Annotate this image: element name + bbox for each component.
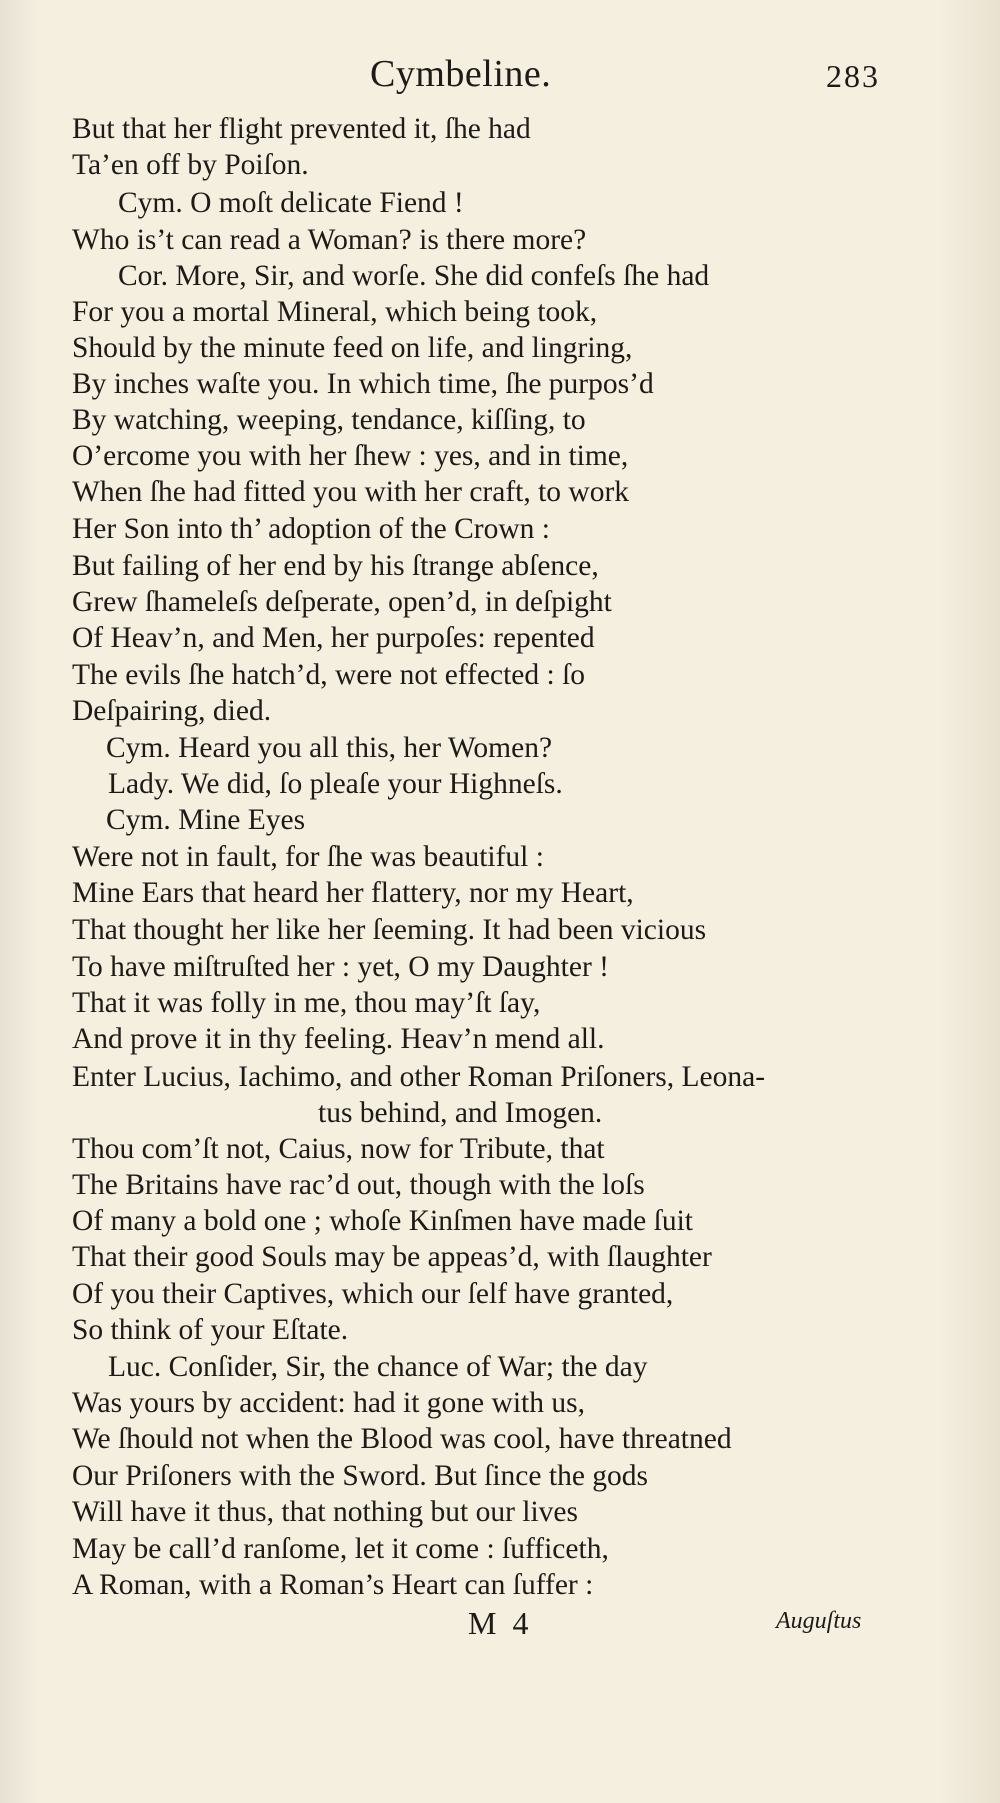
text-line: Who is’t can read a Woman? is there more?	[72, 224, 587, 256]
text-line: Cor. More, Sir, and worſe. She did confeſs ſhe had	[118, 260, 710, 292]
text-line: We ſhould not when the Blood was cool, have threatned	[72, 1423, 732, 1455]
text-line: May be call’d ranſome, let it come : ſufficeth,	[72, 1533, 609, 1565]
text-line: Lady. We did, ſo pleaſe your Highneſs.	[108, 768, 563, 800]
text-line: That thought her like her ſeeming. It had been vicious	[72, 914, 707, 946]
stage-direction: Enter Lucius, Iachimo, and other Roman Priſoners, Leona-	[72, 1061, 766, 1093]
text-line: When ſhe had fitted you with her craft, to work	[72, 476, 630, 508]
stage-direction: tus behind, and Imogen.	[318, 1097, 603, 1129]
text-line: Of many a bold one ; whoſe Kinſmen have made ſuit	[72, 1205, 693, 1237]
catchword: Auguſtus	[776, 1608, 862, 1634]
text-line: Cym. Heard you all this, her Women?	[106, 732, 553, 764]
text-line: By inches waſte you. In which time, ſhe purpos’d	[72, 368, 654, 400]
text-line: Were not in fault, for ſhe was beautiful :	[72, 841, 544, 873]
signature-mark: M 4	[468, 1605, 533, 1641]
text-line: Of you their Captives, which our ſelf have granted,	[72, 1278, 674, 1310]
text-line: Ta’en off by Poiſon.	[72, 149, 309, 181]
text-line: Luc. Conſider, Sir, the chance of War; the day	[108, 1351, 648, 1383]
text-line: The Britains have rac’d out, though with the loſs	[72, 1169, 645, 1201]
text-line: Thou com’ſt not, Caius, now for Tribute, that	[72, 1133, 605, 1165]
text-line: Of Heav’n, and Men, her purpoſes: repented	[72, 622, 595, 654]
text-line: Was yours by accident: had it gone with us,	[72, 1387, 585, 1419]
text-line: To have miſtruſted her : yet, O my Daughter !	[72, 951, 609, 983]
text-line: Will have it thus, that nothing but our lives	[72, 1496, 578, 1528]
text-line: By watching, weeping, tendance, kiſſing, to	[72, 404, 586, 436]
text-line: That their good Souls may be appeas’d, with ſlaughter	[72, 1241, 712, 1273]
running-title: Cymbeline.	[370, 53, 552, 95]
text-line: Her Son into th’ adoption of the Crown :	[72, 513, 550, 545]
text-line: For you a mortal Mineral, which being took,	[72, 296, 598, 328]
text-line: But that her flight prevented it, ſhe had	[72, 113, 531, 145]
text-line: Should by the minute feed on life, and lingring,	[72, 332, 633, 364]
text-line: Cym. O moſt delicate Fiend !	[118, 187, 464, 219]
text-line: So think of your Eſtate.	[72, 1314, 349, 1346]
text-line: Grew ſhameleſs deſperate, open’d, in deſpight	[72, 586, 612, 618]
page-number: 283	[826, 58, 880, 94]
text-line: Our Priſoners with the Sword. But ſince the gods	[72, 1460, 649, 1492]
text-line: A Roman, with a Roman’s Heart can ſuffer :	[72, 1569, 594, 1601]
text-line: Deſpairing, died.	[72, 695, 272, 727]
text-line: That it was folly in me, thou may’ſt ſay,	[72, 987, 541, 1019]
text-line: And prove it in thy feeling. Heav’n mend all.	[72, 1023, 605, 1055]
text-line: The evils ſhe hatch’d, were not effected : ſo	[72, 659, 586, 691]
text-line: O’ercome you with her ſhew : yes, and in time,	[72, 440, 629, 472]
text-line: Mine Ears that heard her flattery, nor my Heart,	[72, 877, 634, 909]
text-line: But failing of her end by his ſtrange abſence,	[72, 550, 599, 582]
text-line: Cym. Mine Eyes	[106, 804, 306, 836]
